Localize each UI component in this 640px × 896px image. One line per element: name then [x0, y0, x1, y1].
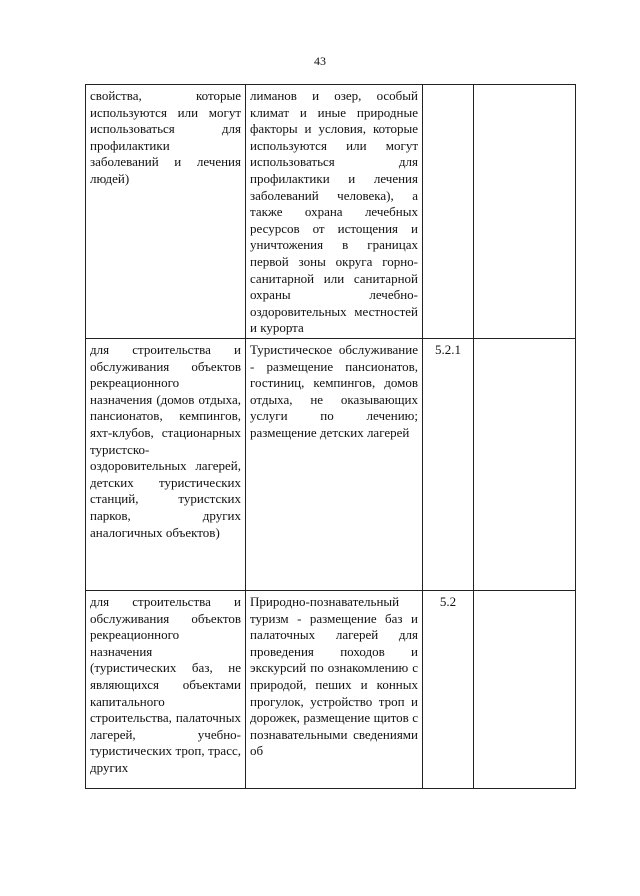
- empty-cell: [474, 85, 576, 339]
- permitted-use-cell: свойства, которые используются или могут использоваться для профилактики заболеваний и лечения людей): [86, 85, 246, 339]
- use-code-cell: 5.2: [423, 591, 474, 789]
- permitted-use-cell: для строительства и обслуживания объектов рекреационного назначения (домов отдыха, пансионатов, кемпингов, яхт-клубов, стационарных туристско-оздоровительных лагерей, детских туристических станций, туристских парков, других аналогичных объектов): [86, 339, 246, 591]
- use-code-cell: 5.2.1: [423, 339, 474, 591]
- table-row: [86, 85, 576, 339]
- use-description-cell: лиманов и озер, особый климат и иные природные факторы и условия, которые используются или могут использоваться для профилактики и лечения заболеваний человека), а также охрана лечебных ресурсов от истощения и уничтожения в границах первой зоны округа горно-санитарной или санитарной охраны лечебно-оздоровительных местностей и курорта: [246, 85, 423, 339]
- table-row: [86, 339, 576, 591]
- use-description-cell: Туристическое обслуживание - размещение пансионатов, гостиниц, кемпингов, домов отдыха, не оказывающих услуги по лечению; размещение детских лагерей: [246, 339, 423, 591]
- permitted-use-cell: для строительства и обслуживания объектов рекреационного назначения (туристических баз, не являющихся объектами капитального строительства, палаточных лагерей, учебно-туристических троп, трасс, других: [86, 591, 246, 789]
- use-description-cell: Природно-познавательный туризм - размещение баз и палаточных лагерей для проведения походов и экскурсий по ознакомлению с природой, пеших и конных прогулок, устройство троп и дорожек, размещение щитов с познавательными сведениями об: [246, 591, 423, 789]
- empty-cell: [474, 591, 576, 789]
- use-code-cell: [423, 85, 474, 339]
- page-number: 43: [314, 54, 326, 68]
- empty-cell: [474, 339, 576, 591]
- table-row: [86, 591, 576, 789]
- land-use-table: [85, 84, 576, 789]
